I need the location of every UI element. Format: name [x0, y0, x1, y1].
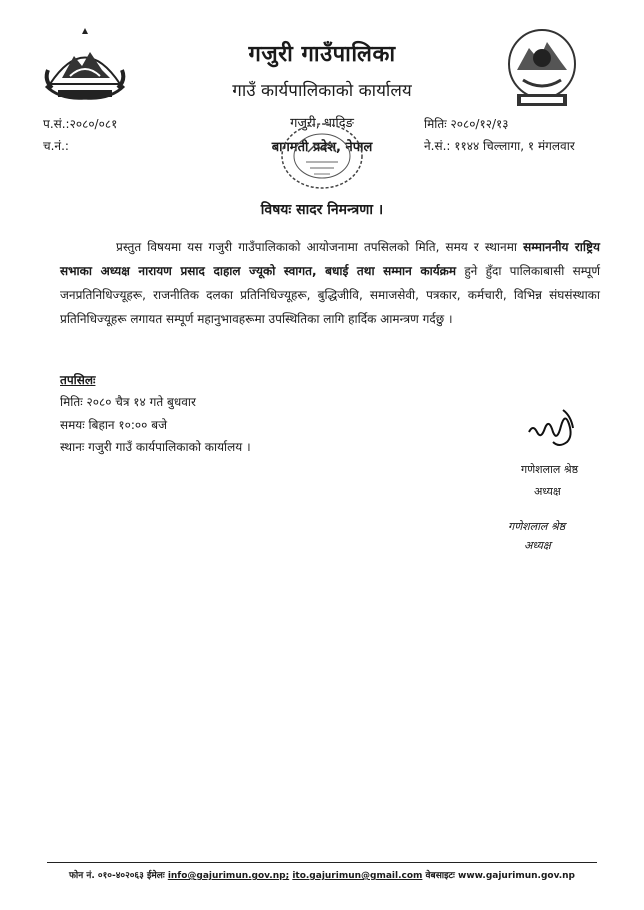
- footer-website[interactable]: www.gajurimun.gov.np: [458, 871, 575, 881]
- tapsil-heading: तपसिलः: [60, 373, 96, 387]
- office-name: गाउँ कार्यपालिकाको कार्यालय: [232, 81, 412, 101]
- letter-date: मितिः २०८०/१२/१३: [424, 117, 509, 131]
- office-seal-icon: [278, 116, 366, 190]
- signatory-name: गणेशलाल श्रेष्ठ: [521, 463, 579, 476]
- municipality-name: गजुरी गाउँपालिका: [248, 42, 396, 67]
- tapsil-time: समयः बिहान १०:०० बजे: [60, 418, 167, 432]
- footer-email-secondary[interactable]: ito.gajurimun@gmail.com: [292, 871, 423, 881]
- reference-number: प.सं.:२०८०/०८१: [43, 117, 118, 131]
- stamp-title: अध्यक्ष: [524, 539, 551, 552]
- tapsil-date: मितिः २०८० चैत्र १४ गते बुधवार: [60, 395, 196, 409]
- footer-contact: [0, 868, 644, 881]
- body-part-3: हुने हुँदा पालिकाबासी सम्पूर्ण जनप्रतिनिधिज्यूहरू, राजनीतिक दलका प्रतिनिधिज्यूहरू, बुद्धिजीवि, समाजसेवी, पत्रकार, कर्मचारी, विभिन्न संघसंस्थाका प्रतिनिधिज्यूहरू लगायत सम्पूर्ण महानुभावहरूमा उपस्थितिका लागि हार्दिक आमन्त्रण गर्दछु ।: [60, 264, 601, 326]
- tapsil-place: स्थानः गजुरी गाउँ कार्यपालिकाको कार्यालय ।: [60, 440, 251, 454]
- nepal-sambat-date: ने.सं.: ११४४ चिल्लागा, १ मंगलवार: [424, 139, 575, 153]
- office-province: बागमती प्रदेश, नेपाल: [271, 140, 373, 155]
- signature-icon: [523, 402, 583, 452]
- footer-website-label: वेबसाइटः: [425, 871, 455, 881]
- body-part-2-highlight: सम्माननीय राष्ट्रिय सभाका अध्यक्ष नारायण प्रसाद दाहाल ज्यूको स्वागत, बधाई तथा सम्मान कार्यक्रम: [60, 240, 600, 278]
- letter-body: [60, 235, 600, 331]
- office-place: गजुरी, धादिङ: [290, 116, 354, 131]
- footer-divider: [47, 862, 597, 863]
- stamp-name: गणेशलाल श्रेष्ठ: [508, 520, 566, 533]
- footer-email-primary[interactable]: info@gajurimun.gov.np;: [167, 871, 290, 881]
- footer-email-label: ईमेलः: [146, 871, 165, 881]
- signatory-title: अध्यक्ष: [534, 485, 561, 498]
- footer-phone: फोन नं. ०१०-४०२०६३: [68, 871, 144, 881]
- letter-subject: विषयः सादर निमन्त्रणा ।: [260, 202, 384, 218]
- dispatch-number: च.नं.:: [43, 139, 69, 153]
- body-part-1: प्रस्तुत विषयमा यस गजुरी गाउँपालिकाको आयोजनामा तपसिलको मिति, समय र स्थानमा: [116, 240, 524, 254]
